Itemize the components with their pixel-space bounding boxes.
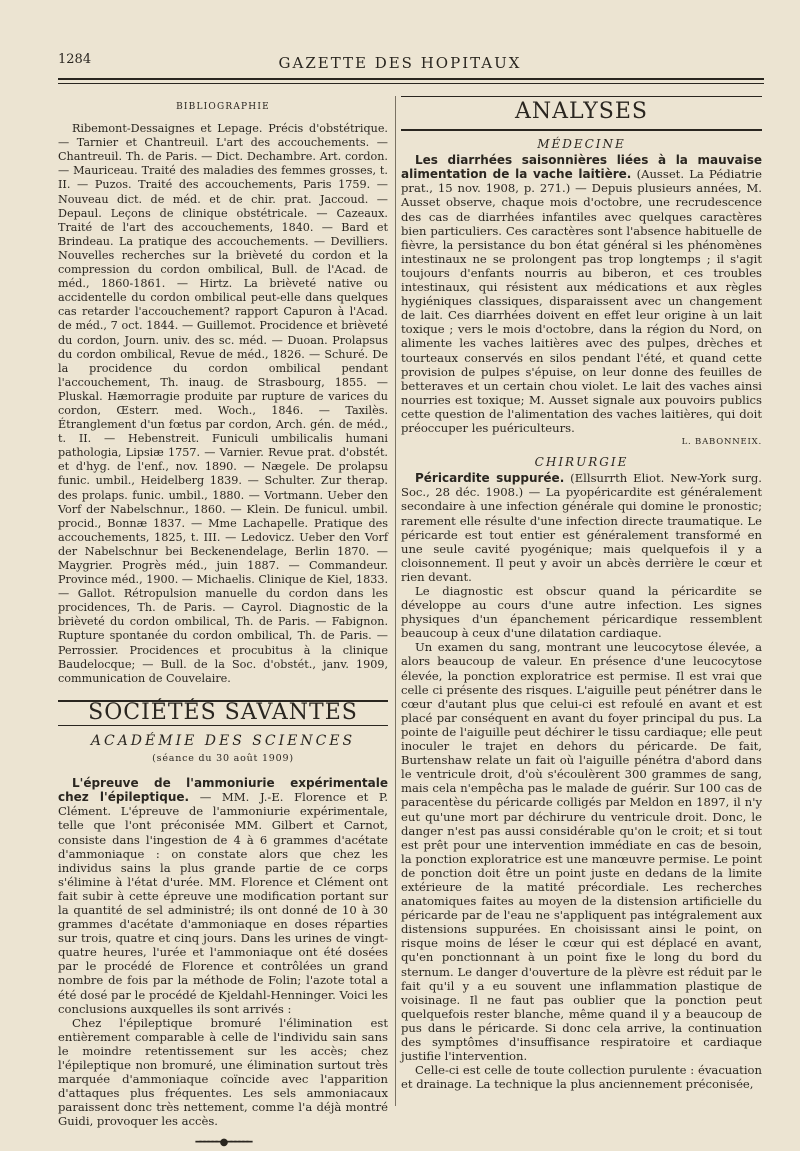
article-pericardite [401,471,762,584]
left-column [58,96,388,1151]
chirurgie-heading: CHIRURGIE [534,455,629,470]
article-paragraph: Un examen du sang, montrant une leucocytose élevée, a alors beaucoup de valeur. En présence d'une leucocytose élevée, la ponction exploratrice est permise. Il est vrai que celle ci présente des risques. L'aiguille peut pénétrer dans le cœur d'autant plus que celui-ci est refoulé en avant et est placé par conséquent en avant du foyer principal du pus. La pointe de l'aiguille peut déchirer le tissu cardiaque; elle peut inoculer le trajet en dehors du péricarde. De fait, Burtenshaw relate un fait où l'aiguille pénétra d'abord dans le ventricule droit, d'où s'écoulèrent 300 grammes de sang, mais cela n'empêcha pas le malade de guérir. Sur 100 cas de paracentèse du péricarde colligés par Meldon en 1897, il n'y eut qu'une mort par déchirure du ventricule droit. Donc, le danger n'est pas aussi considérable qu'on le croit; et si tout est prêt pour une intervention immédiate en cas de besoin, la ponction exploratrice est une manœuvre permise. Le point de ponction doit être un point juste en dedans de la limite extérieure de la matité précordiale. Les recherches anatomiques faites au moyen de la distension artificielle du péricarde par de l'eau ne s'appliquent pas intégralement aux distensions suppurées. En choisissant ainsi le point, on risque moins de léser le cœur qui est déplacé en avant, qu'en ponctionnant à un point fixe le long du bord du sternum. Le danger d'ouverture de la plèvre est réduit par le fait qu'il y a eu souvent une inflammation plastique de voisinage. Il ne faut pas oublier que la ponction peut quelquefois rester blanche, même quand il y a beaucoup de pus dans le péricarde. Si donc cela arrive, la continuation des symptômes d'insuffisance respiratoire et cardiaque justifie l'intervention. [401,640,762,1064]
article-paragraph: L'épreuve de l'ammoniurie expérimentale, telle que l'ont préconisée MM. Gilbert et Carnot, consiste dans l'ingestion de 4 à 6 grammes d'acétate d'ammoniaque : on constate alors que chez les individus sains la plus grande partie de ce corps s'élimine à l'état d'urée. MM. Florence et Clément ont fait subir à cette épreuve une modification portant sur la quantité de sel administré; ils ont donné de 10 à 30 grammes d'acétate d'ammoniaque en doses réparties sur trois, quatre et cinq jours. Dans les urines de vingt-quatre heures, l'urée et l'ammoniaque ont été dosées par le procédé de Florence et contrôlées un grand nombre de fois par la méthode de Folin; l'azote total a été dosé par le procédé de Kjeldahl-Henninger. Voici les conclusions auxquelles ils sont arrivés : [58,804,388,1016]
article-paragraph: Le diagnostic est obscur quand la péricardite se développe au cours d'une autre infection. Les signes physiques d'un épanchement péricardique ressemblent beaucoup à ceux d'une dilatation cardiaque. [401,584,762,641]
article-source: (Ellsurrth Eliot. New-York surg. Soc., 28 déc. 1908.) [401,471,762,500]
article-authors: — MM. J.-E. Florence et P. Clément. [58,790,388,819]
article-paragraph: — La pyopéricardite est généralement secondaire à une infection générale qui domine le pronostic; rarement elle résulte d'une infection directe traumatique. Le péricarde est tout entier est généralement transformé en une seule cavité pyogénique; mais quelquefois il y a cloisonnement. Il peut y avoir un abcès derrière le cœur et rien devant. [401,485,762,584]
article-diarrhees [401,153,762,435]
author-signature: L. BABONNEIX. [681,437,762,448]
page-number: 1284 [58,52,92,67]
column-divider [395,96,396,1106]
academy-heading: ACADÉMIE DES SCIENCES [90,732,356,749]
article-paragraph: Chez l'épileptique bromuré l'élimination est entièrement comparable à celle de l'individu sain sans le moindre retentissement sur les accès; chez l'épileptique non bromuré, une élimination surtout très marquée d'ammoniaque coïncide avec l'apparition d'attaques plus fréquentes. Les sels ammoniacaux paraissent donc très nettement, comme l'a déjà montré Guidi, provoquer les accès. [58,1015,388,1129]
medecine-heading: MÉDECINE [537,137,626,152]
article-title: Péricardite suppurée. [415,471,565,486]
header-rule [58,78,764,80]
bibliography-text: Ribemont-Dessaignes et Lepage. Précis d'obstétrique. — Tarnier et Chantreuil. L'art des accouchements. — Chantreuil. Th. de Paris. — Dict. Dechambre. Art. cordon. — Mauriceau. Traité des maladies des femmes grosses, t. II. — Puzos. Traité des accouchements, Paris 1759. — Nouveau dict. de méd. et de chir. prat. Jaccoud. — Depaul. Leçons de clinique obstétricale. — Cazeaux. Traité de l'art des accouchements, 1840. — Bard et Brindeau. La pratique des accouchements. — Devilliers. Nouvelles recherches sur la brièveté du cordon et la compression du cordon ombilical, Bull. de l'Acad. de méd., 1860-1861. — Hirtz. La brièveté native ou accidentelle du cordon ombilical peut-elle dans quelques cas retarder l'accouchement? rapport Capuron à l'Acad. de méd., 7 oct. 1844. — Guillemot. Procidence et brièveté du cordon, Journ. univ. des sc. méd. — Duoan. Prolapsus du cordon ombilical, Revue de méd., 1826. — Schuré. De la procidence du cordon ombilical pendant l'accouchement, Th. inaug. de Strasbourg, 1855. — Pluskal. Hæmorragie produite par rupture de varices du cordon, Œsterr. med. Woch., 1846. — Taxilès. Étranglement d'un fœtus par cordon, Arch. gén. de méd., t. II. — Hebenstreit. Funiculi umbilicalis humani pathologia, Lipsiæ 1757. — Varnier. Revue prat. d'obstét. et d'hyg. de l'enf., nov. 1890. — Nægele. De prolapsu funic. umbil., Heidelberg 1839. — Schulter. Zur therap. des prolaps. funic. umbil., 1880. — Vortmann. Ueber den Vorf der Nabelschnur., 1860. — Klein. De funicul. umbil. procid., Bonnæ 1837. — Mme Lachapelle. Pratique des accouchements, 1825, t. III. — Ledovicz. Ueber den Vorf der Nabelschnur bei Beckenendelage, Berlin 1870. — Maygrier. Progrès méd., juin 1887. — Commandeur. Province méd., 1900. — Michaelis. Clinique de Kiel, 1833. — Gallot. Rétropulsion manuelle du cordon dans les procidences, Th. de Paris. — Cayrol. Diagnostic de la brièveté du cordon ombilical, Th. de Paris. — Fabignon. Rupture spontanée du cordon ombilical, Th. de Paris. — Perrossier. Procidences et procubitus à la clinique Baudelocque; — Bull. de la Soc. d'obstét., janv. 1909, communication de Couvelaire. [58,122,389,685]
session-date: (séance du 30 août 1909) [152,753,294,765]
ornament-divider: ━━━━━━●━━━━━━ [195,1137,251,1149]
article-ammoniurie [58,776,388,1016]
analyses-title: ANALYSES [401,96,762,131]
article-title: L'épreuve de l'ammoniurie expérimentale chez l'épileptique. [58,776,388,805]
header-rule-thin [58,83,764,84]
bibliography-heading: BIBLIOGRAPHIE [176,102,270,112]
article-source: (Ausset. La Pédiatrie prat., 15 nov. 1908, p. 271.) [401,167,763,196]
societies-title: SOCIÉTÉS SAVANTES [58,700,388,726]
right-column [401,96,762,1091]
article-title: Les diarrhées saisonnières liées à la mauvaise alimentation de la vache laitière. [401,153,762,182]
article-paragraph: — Depuis plusieurs années, M. Ausset observe, chaque mois d'octobre, une recrudescence des cas de diarrhées infantiles avec quelques caractères bien particuliers. Ces caractères sont l'absence habituelle de fièvre, la persistance du bon état général si les phénomènes intestinaux ne se prolongent pas trop longtemps ; il s'agit toujours d'enfants nourris au biberon, et ces troubles intestinaux, qui résistent aux médications et aux règles hygiéniques classiques, disparaissent avec un changement de lait. Ces diarrhées doivent en effet leur origine à un lait toxique ; vers le mois d'octobre, dans la région du Nord, on alimente les vaches laitières avec des pulpes, drèches et tourteaux conservés en silos pendant l'été, et quand cette provision de pulpes s'épuise, on leur donne des feuilles de betteraves et un certain chou violet. Le lait des vaches ainsi nourries est toxique; M. Ausset signale aux pouvoirs publics cette question de l'alimentation des vaches laitières, qui doit préoccuper les puériculteurs. [401,181,762,435]
running-title: GAZETTE DES HOPITAUX [278,54,522,72]
article-paragraph: Celle-ci est celle de toute collection purulente : évacuation et drainage. La technique la plus anciennement préconisée, [401,1063,762,1092]
